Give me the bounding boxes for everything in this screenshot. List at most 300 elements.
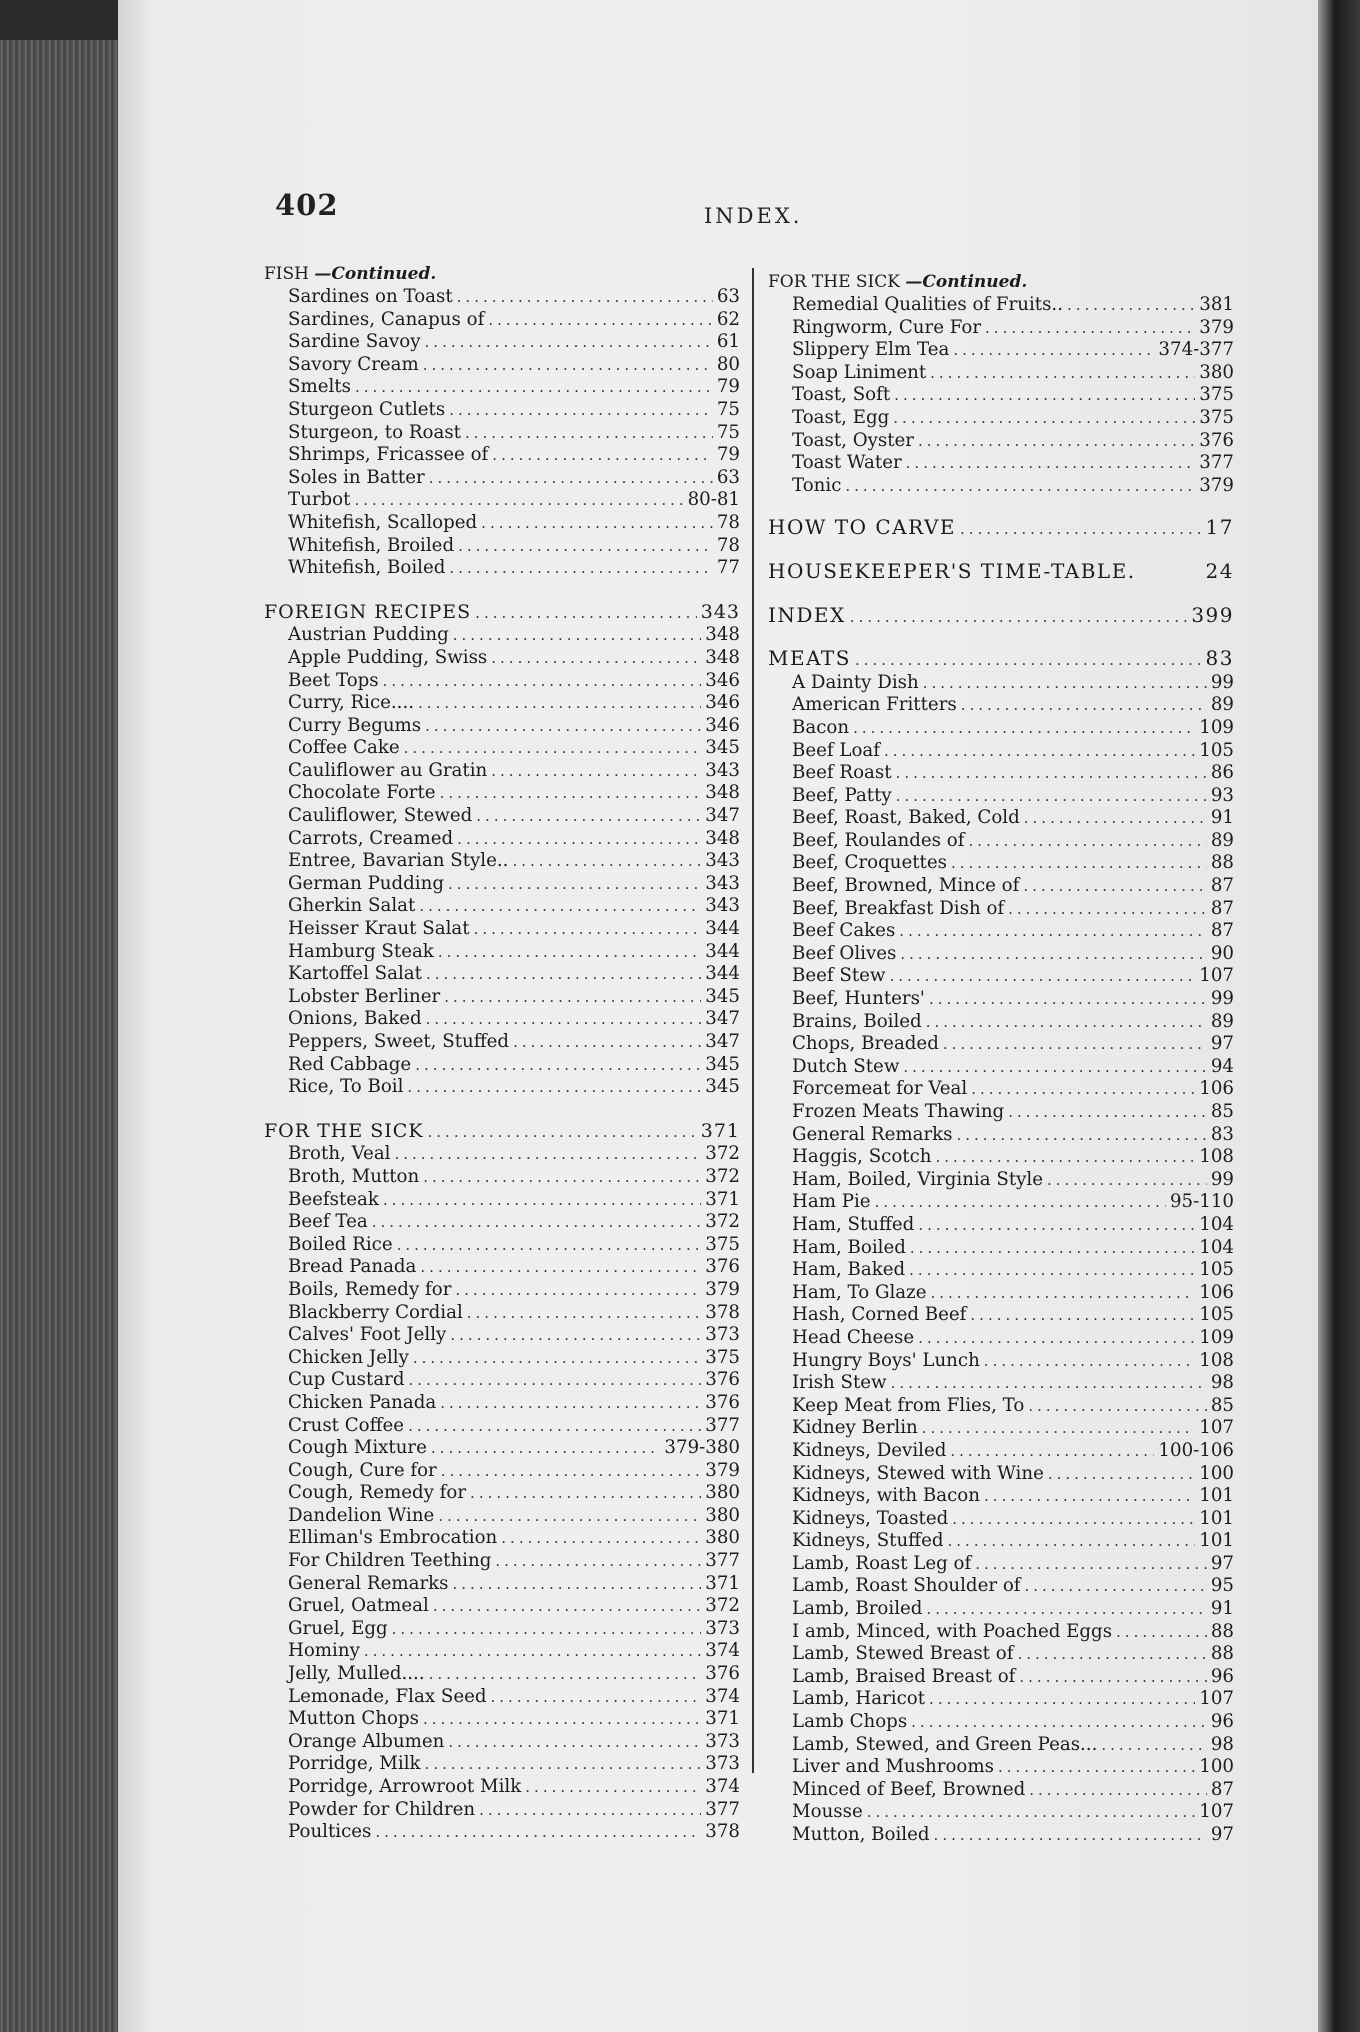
index-entry <box>768 1304 1234 1327</box>
index-entry-page: 377 <box>705 1414 740 1436</box>
page-number: 402 <box>275 188 339 222</box>
dot-leader <box>425 1754 702 1776</box>
index-entry-page: 106 <box>1199 1078 1234 1100</box>
index-entry <box>768 943 1234 966</box>
index-entry-title: Shrimps, Fricassee of <box>288 444 489 466</box>
index-entry-page: 99 <box>1210 988 1234 1010</box>
index-entry-title: Toast, Oyster <box>792 429 915 451</box>
section-heading-for-the-sick-continued <box>768 270 1234 294</box>
index-entry-page: 99 <box>1210 1168 1234 1190</box>
section-heading-housekeepers-time-table <box>768 561 1234 585</box>
dot-leader <box>440 783 702 805</box>
entry-list <box>264 1143 740 1843</box>
index-entry-page: 98 <box>1210 1733 1234 1755</box>
index-entry-title: FOR THE SICK <box>264 1120 424 1142</box>
index-entry <box>768 430 1234 453</box>
dot-leader <box>457 287 713 309</box>
index-entry-page: 379-380 <box>664 1437 740 1459</box>
index-entry <box>768 452 1234 475</box>
dot-leader <box>419 896 701 918</box>
index-entry-page: 374 <box>705 1776 740 1797</box>
dot-leader <box>1023 876 1206 898</box>
index-entry <box>768 1372 1234 1395</box>
dot-leader <box>896 786 1207 808</box>
dot-leader <box>929 989 1207 1011</box>
index-entry-page: 107 <box>1199 1801 1234 1823</box>
index-entry-title: FOREIGN RECIPES <box>264 601 472 623</box>
index-entry-title: Beef, Roulandes of <box>792 829 965 851</box>
index-entry <box>264 1527 740 1550</box>
index-entry-title: Beef Olives <box>792 942 897 964</box>
index-entry-page: 379 <box>1199 316 1234 338</box>
dot-leader <box>409 1370 702 1392</box>
dot-leader <box>355 377 713 399</box>
dot-leader <box>970 1305 1195 1327</box>
index-entry-page: 107 <box>1199 965 1234 987</box>
index-entry-page: 108 <box>1199 1349 1234 1371</box>
index-entry-page: 100 <box>1199 1462 1234 1484</box>
index-entry-page: 377 <box>705 1798 740 1820</box>
index-entry <box>768 1756 1234 1779</box>
index-entry-title: Lamb, Stewed, and Green Peas... <box>792 1733 1098 1755</box>
index-entry-page: 347 <box>705 1008 740 1030</box>
dot-leader <box>984 1486 1195 1508</box>
index-entry-page: 75 <box>716 398 740 420</box>
index-entry <box>264 467 740 490</box>
index-entry-page: 78 <box>716 534 740 556</box>
index-entry <box>768 1779 1234 1802</box>
index-entry <box>264 1482 740 1505</box>
dot-leader <box>971 1079 1195 1101</box>
index-entry-title: Toast, Egg <box>792 406 890 428</box>
index-entry-page: 345 <box>705 1076 740 1098</box>
dot-leader <box>441 1461 702 1483</box>
index-entry-page: 376 <box>1199 429 1234 451</box>
index-entry <box>264 489 740 512</box>
dot-leader <box>1116 1622 1207 1644</box>
dot-leader <box>926 1012 1207 1034</box>
index-entry-page: 344 <box>705 918 740 940</box>
index-entry-page: 77 <box>716 557 740 579</box>
index-entry-title: Chops, Breaded <box>792 1033 939 1055</box>
index-entry-page: 88 <box>1210 852 1234 874</box>
index-entry <box>264 422 740 445</box>
dot-leader <box>922 1418 1196 1440</box>
dot-leader <box>1019 1667 1206 1689</box>
dot-leader <box>513 1032 701 1054</box>
dot-leader <box>998 1757 1195 1779</box>
index-entry <box>264 1753 740 1776</box>
index-entry <box>264 1799 740 1822</box>
index-entry-title: Porridge, Arrowroot Milk <box>288 1776 522 1797</box>
index-entry <box>264 1731 740 1754</box>
index-entry-page: 107 <box>1199 1688 1234 1710</box>
index-entry-page: 371 <box>705 1572 740 1594</box>
dot-leader <box>474 919 702 941</box>
index-entry-page: 376 <box>705 1663 740 1685</box>
dot-leader <box>900 944 1207 966</box>
index-entry <box>768 898 1234 921</box>
index-entry-title: Porridge, Milk <box>288 1753 421 1775</box>
index-entry <box>264 1821 740 1844</box>
index-entry-title: Beef Tea <box>288 1211 368 1233</box>
index-entry-title: Dutch Stew <box>792 1055 900 1077</box>
index-entry-title: Lamb, Roast Leg of <box>792 1552 972 1574</box>
entry-list <box>264 286 740 580</box>
index-entry-title: Curry Begums <box>288 714 422 736</box>
dot-leader <box>950 1441 1154 1463</box>
index-entry-title: Mutton Chops <box>288 1708 419 1730</box>
index-entry-title: Whitefish, Scalloped <box>288 511 478 533</box>
dot-leader <box>476 806 701 828</box>
index-entry-page: 90 <box>1210 942 1234 964</box>
column-divider <box>752 268 754 1773</box>
index-entry-title: Cough, Remedy for <box>288 1482 467 1504</box>
index-entry-title: Lamb, Stewed Breast of <box>792 1643 1014 1665</box>
index-entry-page: 375 <box>1199 406 1234 428</box>
dot-leader <box>407 1077 701 1099</box>
dot-leader <box>1047 1170 1207 1192</box>
index-entry-page: 89 <box>1210 829 1234 851</box>
section-heading-index <box>768 605 1234 629</box>
index-entry <box>768 1327 1234 1350</box>
index-entry-page: 371 <box>700 1120 740 1142</box>
index-entry <box>768 785 1234 808</box>
index-entry <box>264 1595 740 1618</box>
index-entry <box>768 1801 1234 1824</box>
index-entry-page: 343 <box>705 759 740 781</box>
index-entry <box>768 1734 1234 1757</box>
index-entry <box>264 286 740 309</box>
index-entry-page: 372 <box>705 1165 740 1187</box>
dot-leader <box>444 987 701 1009</box>
index-entry <box>264 1460 740 1483</box>
index-entry-title: HOW TO CARVE <box>768 517 956 540</box>
index-entry <box>264 918 740 941</box>
index-entry <box>768 1824 1234 1847</box>
index-entry-title: Beef, Patty <box>792 784 892 806</box>
index-entry-page: 378 <box>705 1821 740 1843</box>
index-entry <box>768 1124 1234 1147</box>
index-entry <box>264 444 740 467</box>
index-entry <box>264 512 740 535</box>
index-entry-title: Ham, Boiled <box>792 1236 906 1258</box>
index-entry-title: Crust Coffee <box>288 1414 405 1436</box>
index-entry-page: 100-106 <box>1158 1439 1234 1461</box>
index-entry-page: 380 <box>705 1527 740 1549</box>
dot-leader <box>491 1687 702 1709</box>
index-entry-page: 79 <box>716 376 740 398</box>
index-entry <box>264 1279 740 1302</box>
index-entry <box>264 1776 740 1799</box>
index-entry-title: Ham, To Glaze <box>792 1281 927 1303</box>
index-entry <box>264 1369 740 1392</box>
dot-leader <box>850 607 1188 629</box>
index-entry-page: 372 <box>705 1211 740 1233</box>
index-entry-page: 108 <box>1199 1146 1234 1168</box>
index-entry-page: 374-377 <box>1158 339 1234 361</box>
index-entry <box>768 875 1234 898</box>
index-entry <box>264 1302 740 1325</box>
index-entry <box>264 1234 740 1257</box>
index-entry <box>264 557 740 580</box>
index-entry-title: Sardines, Canapus of <box>288 308 485 330</box>
index-entry <box>768 1553 1234 1576</box>
index-entry <box>768 1688 1234 1711</box>
index-entry-page: 344 <box>705 963 740 985</box>
index-entry <box>264 1008 740 1031</box>
index-entry-page: 79 <box>716 444 740 466</box>
index-entry-page: 80 <box>716 353 740 375</box>
index-entry-page: 376 <box>705 1391 740 1413</box>
index-entry-page: 85 <box>1210 1394 1234 1416</box>
dot-leader <box>438 1506 701 1528</box>
index-entry-page: 86 <box>1210 762 1234 784</box>
index-entry <box>264 805 740 828</box>
index-entry-page: 75 <box>716 421 740 443</box>
index-entry-page: 373 <box>705 1730 740 1752</box>
index-entry-page: 379 <box>1199 474 1234 496</box>
dot-leader <box>855 650 1202 672</box>
dot-leader <box>1017 1644 1206 1666</box>
section-title: FOR THE SICK <box>768 272 900 292</box>
continued-label: —Continued. <box>314 264 437 284</box>
index-entry <box>768 1169 1234 1192</box>
index-entry-title: Tonic <box>792 474 842 496</box>
index-entry-title: Whitefish, Broiled <box>288 534 455 556</box>
index-entry-title: Beefsteak <box>288 1188 379 1210</box>
index-entry-page: 106 <box>1199 1281 1234 1303</box>
index-entry-page: 380 <box>1199 361 1234 383</box>
dot-leader <box>1101 1735 1206 1757</box>
dot-leader <box>465 423 713 445</box>
index-entry-page: 104 <box>1199 1213 1234 1235</box>
book-spine-edge <box>1318 0 1360 2032</box>
dot-leader <box>450 1325 701 1347</box>
index-entry-title: Kidney Berlin <box>792 1417 918 1439</box>
dot-leader <box>893 408 1195 430</box>
dot-leader <box>884 741 1195 763</box>
index-entry-title: HOUSEKEEPER'S TIME-TABLE. <box>768 560 1136 583</box>
index-entry <box>264 354 740 377</box>
index-entry <box>264 1143 740 1166</box>
index-entry-title: Rice, To Boil <box>288 1076 404 1098</box>
dot-leader <box>433 1596 701 1618</box>
index-entry-page: 101 <box>1199 1485 1234 1507</box>
dot-leader <box>960 519 1202 541</box>
dot-leader <box>894 385 1195 407</box>
index-entry-title: Whitefish, Boiled <box>288 557 446 579</box>
section-title: FISH <box>264 264 309 284</box>
index-entry <box>768 1011 1234 1034</box>
index-entry-page: 345 <box>705 1053 740 1075</box>
index-entry-page: 99 <box>1210 671 1234 693</box>
dot-leader <box>926 1599 1206 1621</box>
index-entry-page: 96 <box>1210 1665 1234 1687</box>
index-entry-title: Lamb, Roast Shoulder of <box>792 1575 1021 1597</box>
index-entry-page: 343 <box>705 895 740 917</box>
dot-leader <box>383 671 702 693</box>
index-entry <box>264 737 740 760</box>
index-entry-page: 62 <box>716 308 740 330</box>
index-entry-title: Beef Stew <box>792 965 886 987</box>
index-entry-title: Frozen Meats Thawing <box>792 1101 1005 1122</box>
dot-leader <box>911 1712 1207 1734</box>
index-entry <box>768 1643 1234 1666</box>
index-entry-page: 348 <box>705 646 740 668</box>
index-entry <box>264 760 740 783</box>
index-entry-page: 101 <box>1199 1530 1234 1552</box>
index-entry-title: For Children Teething <box>288 1550 492 1572</box>
dot-leader <box>426 964 701 986</box>
index-entry <box>264 670 740 693</box>
index-entry-page: 98 <box>1210 1372 1234 1394</box>
index-entry-title: Dandelion Wine <box>288 1504 435 1526</box>
dot-leader <box>936 1147 1196 1169</box>
index-entry-title: Sardines on Toast <box>288 286 453 307</box>
index-entry-title: Elliman's Embrocation <box>288 1527 498 1549</box>
index-entry-title: Haggis, Scotch <box>792 1146 932 1168</box>
index-entry-page: 97 <box>1210 1033 1234 1055</box>
entry-list <box>768 294 1234 497</box>
index-entry-page: 343 <box>705 850 740 872</box>
dot-leader <box>449 558 712 580</box>
index-entry <box>264 1189 740 1212</box>
index-entry <box>768 807 1234 830</box>
index-entry <box>768 717 1234 740</box>
dot-leader <box>1048 1464 1195 1486</box>
index-entry-page: 97 <box>1210 1824 1234 1845</box>
index-entry-title: Ham, Boiled, Virginia Style <box>792 1168 1043 1190</box>
index-entry-page: 371 <box>705 1188 740 1210</box>
index-entry-title: General Remarks <box>792 1123 953 1145</box>
index-entry-page: 380 <box>705 1482 740 1504</box>
index-entry-page: 373 <box>705 1324 740 1346</box>
index-entry-title: Powder for Children <box>288 1798 476 1820</box>
index-entry-page: 63 <box>716 466 740 488</box>
index-entry-title: Beef, Roast, Baked, Cold <box>792 807 1020 829</box>
index-entry-page: 376 <box>705 1369 740 1391</box>
dot-leader <box>383 1190 701 1212</box>
index-entry-title: Mousse <box>792 1801 863 1823</box>
index-entry <box>264 963 740 986</box>
index-entry <box>768 1146 1234 1169</box>
index-entry-page: 91 <box>1210 807 1234 829</box>
dot-leader <box>457 829 701 851</box>
dot-leader <box>951 853 1207 875</box>
index-entry-page: 89 <box>1210 1010 1234 1032</box>
dot-leader <box>890 966 1196 988</box>
dot-leader <box>1028 1396 1206 1418</box>
index-entry <box>264 1505 740 1528</box>
dot-leader <box>918 431 1195 453</box>
index-entry-title: Lemonade, Flax Seed <box>288 1685 487 1707</box>
dot-leader <box>891 1373 1207 1395</box>
index-entry-page: 105 <box>1199 1259 1234 1281</box>
dot-leader <box>488 310 713 332</box>
running-head: INDEX. <box>704 204 803 228</box>
index-entry-page: 93 <box>1210 784 1234 806</box>
index-entry-page: 375 <box>1199 384 1234 406</box>
index-entry <box>768 339 1234 362</box>
index-entry-title: Cough, Cure for <box>288 1459 437 1481</box>
index-entry-page: 63 <box>716 286 740 307</box>
index-entry <box>768 740 1234 763</box>
index-entry-title: Sturgeon, to Roast <box>288 421 461 443</box>
index-entry-title: Blackberry Cordial <box>288 1301 463 1323</box>
index-entry-page: 105 <box>1199 1304 1234 1326</box>
dot-leader <box>415 1055 701 1077</box>
index-entry <box>264 1415 740 1438</box>
index-entry-title: Toast Water <box>792 452 902 474</box>
index-entry-page: 88 <box>1210 1643 1234 1665</box>
index-entry <box>264 1256 740 1279</box>
section-heading-how-to-carve <box>768 517 1234 541</box>
index-entry-page: 80-81 <box>687 489 740 511</box>
index-entry-title: Forcemeat for Veal <box>792 1078 968 1100</box>
dot-leader <box>475 603 697 625</box>
dot-leader <box>918 1215 1195 1237</box>
dot-leader <box>896 763 1207 785</box>
index-entry-title: Broth, Mutton <box>288 1165 420 1187</box>
index-entry-title: American Fritters <box>792 694 957 716</box>
index-entry <box>768 694 1234 717</box>
dot-leader <box>943 1034 1207 1056</box>
dot-leader <box>429 468 713 490</box>
dot-leader <box>909 1260 1195 1282</box>
index-entry-title: Kartoffel Salat <box>288 963 422 985</box>
index-entry <box>264 1392 740 1415</box>
index-entry-title: Head Cheese <box>792 1326 915 1348</box>
index-entry <box>768 830 1234 853</box>
index-entry-page: 379 <box>705 1278 740 1300</box>
index-entry-title: Beef, Browned, Mince of <box>792 875 1020 897</box>
index-entry <box>264 1686 740 1709</box>
dot-leader <box>426 1009 702 1031</box>
index-entry-page: 375 <box>705 1233 740 1255</box>
dot-leader <box>449 400 713 422</box>
dot-leader <box>923 673 1207 695</box>
dot-leader <box>495 1551 701 1573</box>
index-entry <box>768 1033 1234 1056</box>
index-entry <box>768 762 1234 785</box>
dot-leader <box>467 1303 702 1325</box>
index-entry <box>768 1350 1234 1373</box>
index-entry-title: Beef, Croquettes <box>792 852 947 874</box>
index-entry <box>264 1663 740 1686</box>
index-entry-title: Poultices <box>288 1821 372 1843</box>
index-entry-title: Red Cabbage <box>288 1053 412 1075</box>
index-entry <box>768 1214 1234 1237</box>
index-entry-title: Sardine Savoy <box>288 331 421 353</box>
index-entry <box>264 986 740 1009</box>
index-entry <box>264 647 740 670</box>
index-entry <box>264 1076 740 1099</box>
dot-leader <box>453 1574 702 1596</box>
dot-leader <box>481 513 713 535</box>
index-entry <box>264 1573 740 1596</box>
index-entry-title: Soles in Batter <box>288 466 425 488</box>
index-entry-page: 375 <box>705 1346 740 1368</box>
index-entry <box>768 1078 1234 1101</box>
dot-leader <box>425 332 713 354</box>
index-entry-page: 381 <box>1199 294 1234 315</box>
index-entry-title: Boiled Rice <box>288 1233 393 1255</box>
index-entry <box>768 475 1234 498</box>
dot-leader <box>428 1122 697 1144</box>
dot-leader <box>501 1528 701 1550</box>
index-entry-page: 377 <box>705 1550 740 1572</box>
